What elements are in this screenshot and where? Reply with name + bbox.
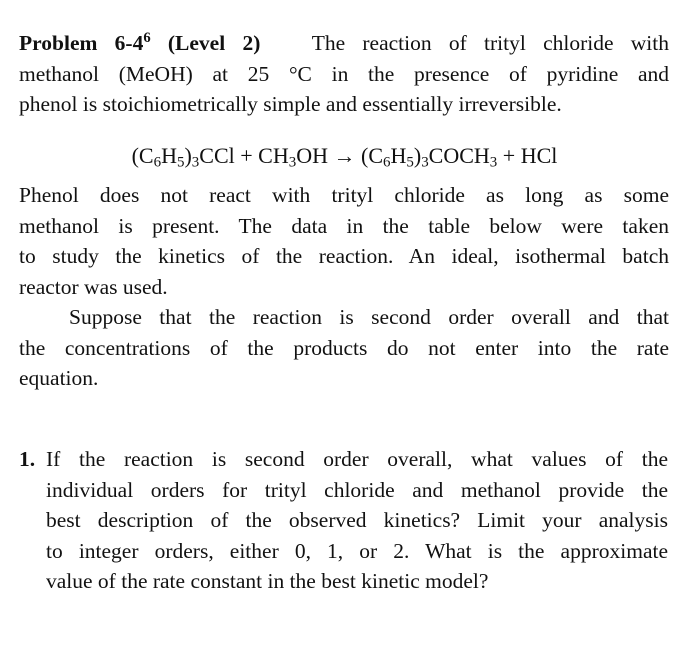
question-1 xyxy=(46,444,668,597)
p3-line-2: the concentrations of the products do not enter into the rate xyxy=(19,335,669,360)
q1-line-5: value of the rate constant in the best kinetic model? xyxy=(46,569,489,593)
paragraph-3 xyxy=(19,302,669,394)
q1-line-1: If the reaction is second order overall, what values of the xyxy=(46,447,668,471)
p3-line-3: equation. xyxy=(19,366,99,390)
intro-line-3: phenol is stoichiometrically simple and essentially irreversible. xyxy=(19,92,562,116)
problem-label: Problem $6-4^6$ (Level 2) xyxy=(19,29,261,55)
p2-line-4: reactor was used. xyxy=(19,274,168,299)
intro-line-1: Problem $6-4^6$ (Level 2) The reaction of trityl chloride with xyxy=(19,29,669,55)
p2-line-1: Phenol does not react with trityl chloride as long as some xyxy=(19,183,669,207)
reaction-equation: $(C_6H_5)_3CCl + CH_3OH$ → $(C_6H_5)_3COCH_3$ + HCl xyxy=(131,143,558,171)
p2-line-3: to study the kinetics of the reaction. An ideal, isothermal batch xyxy=(19,244,669,268)
p3-line-1: Suppose that the reaction is second order overall and that xyxy=(69,305,669,329)
problem-intro xyxy=(19,28,669,120)
intro-line-2: methanol (MeOH) at 25 °C in the presence of pyridine and xyxy=(19,61,669,86)
q1-line-3: best description of the observed kinetics? Limit your analysis xyxy=(46,508,668,532)
p2-line-2: methanol is present. The data in the table below were taken xyxy=(19,213,669,238)
q1-line-2: individual orders for trityl chloride and methanol provide the xyxy=(46,477,668,502)
question-number: 1. xyxy=(19,447,36,471)
q1-line-4: to integer orders, either 0, 1, or 2. What is the approximate xyxy=(46,538,668,563)
paragraph-2 xyxy=(19,180,669,302)
